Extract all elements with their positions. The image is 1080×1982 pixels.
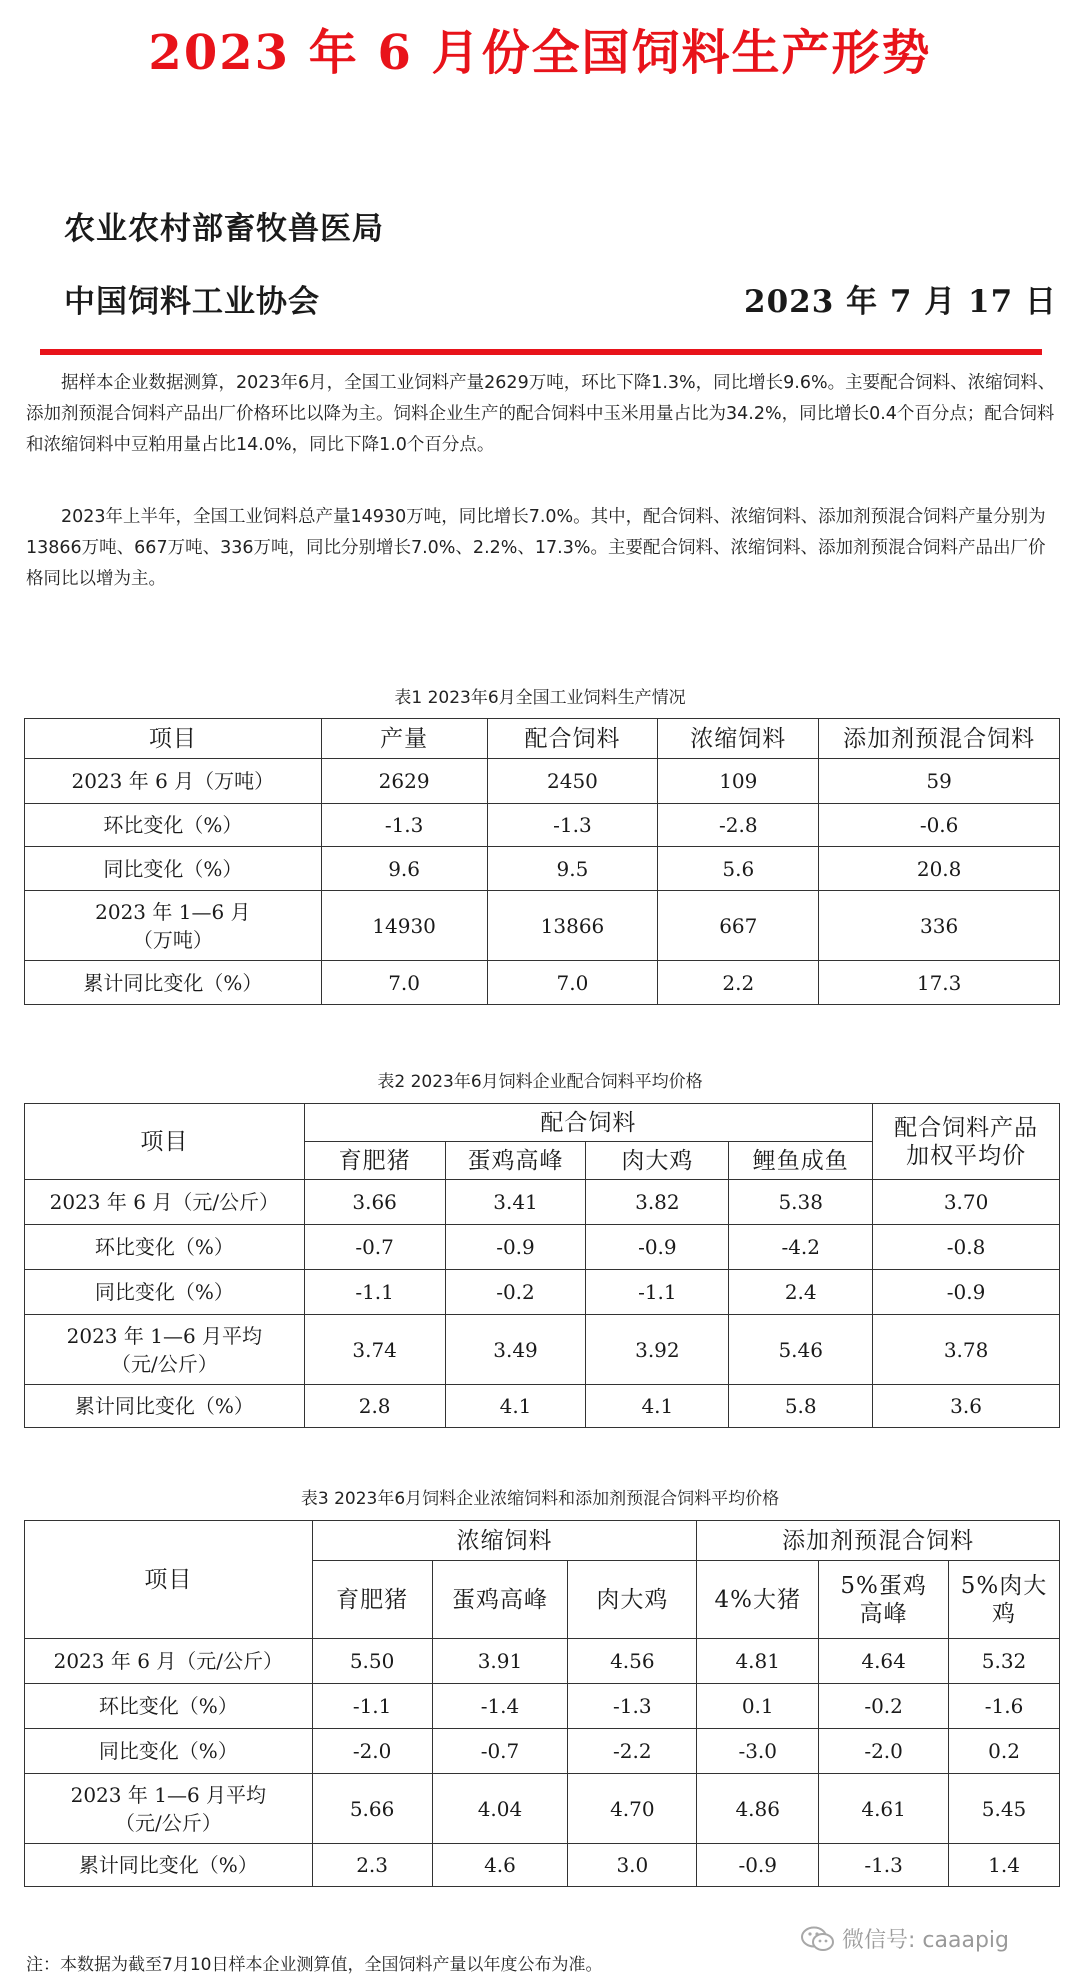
page-title: 2023 年 6 月份全国饲料生产形势 [148, 25, 932, 81]
table-cell: 4.04 [432, 1774, 568, 1844]
table-cell: -0.2 [445, 1270, 586, 1315]
table-header-cell: 配合饲料 [487, 719, 658, 759]
table-cell: 0.2 [949, 1729, 1060, 1774]
table-row [25, 891, 1060, 961]
table-subheader-cell: 蛋鸡高峰 [445, 1142, 586, 1180]
table-subheader-cell: 鲤鱼成鱼 [729, 1142, 873, 1180]
table-header-group: 配合饲料 [304, 1104, 872, 1142]
row-label: 累计同比变化（%） [25, 1385, 305, 1428]
table-cell: 3.91 [432, 1639, 568, 1684]
table-cell: 5.45 [949, 1774, 1060, 1844]
table-header-row [25, 1521, 1060, 1561]
table-cell: -0.6 [819, 804, 1060, 847]
table-subheader-cell: 蛋鸡高峰 [432, 1561, 568, 1639]
row-label: 同比变化（%） [25, 1729, 313, 1774]
table-cell: 2.2 [658, 961, 819, 1005]
table-cell: 3.49 [445, 1315, 586, 1385]
table-cell: -3.0 [697, 1729, 819, 1774]
table-cell: 4.81 [697, 1639, 819, 1684]
table-cell: 667 [658, 891, 819, 961]
table-cell: -1.3 [321, 804, 487, 847]
table-header-cell: 项目 [25, 1104, 305, 1180]
row-label-line2: （元/公斤） [114, 1810, 222, 1835]
table-cell: 4.56 [568, 1639, 697, 1684]
table-cell: -2.0 [819, 1729, 949, 1774]
table-header-cell: 浓缩饲料 [658, 719, 819, 759]
table-cell: 59 [819, 759, 1060, 804]
red-divider [40, 349, 1042, 355]
table-cell: -2.8 [658, 804, 819, 847]
table-cell: 9.6 [321, 847, 487, 891]
table-subheader-cell [949, 1561, 1060, 1639]
table-header-cell [873, 1104, 1060, 1180]
table2 [24, 1103, 1060, 1428]
table-cell: 3.66 [304, 1180, 445, 1225]
table-cell: 5.66 [312, 1774, 432, 1844]
table-row [25, 1844, 1060, 1887]
table-cell: 1.4 [949, 1844, 1060, 1887]
table-row [25, 1270, 1060, 1315]
table-cell: 7.0 [487, 961, 658, 1005]
table-cell: -0.7 [304, 1225, 445, 1270]
table-row [25, 1684, 1060, 1729]
wechat-icon [800, 1925, 836, 1953]
table-cell: -0.2 [819, 1684, 949, 1729]
table-subheader-cell [819, 1561, 949, 1639]
wechat-watermark [800, 1923, 1009, 1954]
row-label: 同比变化（%） [25, 1270, 305, 1315]
header-line1: 5%肉大 [960, 1572, 1048, 1599]
table-subheader-cell: 肉大鸡 [586, 1142, 729, 1180]
table-cell: -2.0 [312, 1729, 432, 1774]
table-cell: 2.3 [312, 1844, 432, 1887]
table-cell: 7.0 [321, 961, 487, 1005]
table-cell: 14930 [321, 891, 487, 961]
table-cell: 4.86 [697, 1774, 819, 1844]
table-cell: 3.6 [873, 1385, 1060, 1428]
table-cell: 3.82 [586, 1180, 729, 1225]
paragraph-1-text: 据样本企业数据测算，2023年6月，全国工业饲料产量2629万吨，环比下降1.3%，同比增长9.6%。主要配合饲料、浓缩饲料、添加剂预混合饲料产品出厂价格环比以降为主。饲料企业生产的配合饲料中玉米用量占比为34.2%，同比增长0.4个百分点；配合饲料和浓缩饲料中豆粕用量占比14.0%，同比下降1.0个百分点。 [26, 373, 1056, 455]
table-cell: -1.6 [949, 1684, 1060, 1729]
table-cell: 2629 [321, 759, 487, 804]
header-line2: 鸡 [992, 1600, 1017, 1627]
row-label: 2023 年 6 月（元/公斤） [25, 1639, 313, 1684]
row-label: 累计同比变化（%） [25, 961, 322, 1005]
table1-caption: 表1 2023年6月全国工业饲料生产情况 [394, 688, 686, 708]
header-line1: 5%蛋鸡 [840, 1572, 927, 1599]
table-row [25, 1639, 1060, 1684]
table-cell: -1.1 [312, 1684, 432, 1729]
table-subheader-cell: 育肥猪 [312, 1561, 432, 1639]
table-row [25, 961, 1060, 1005]
row-label [25, 1315, 305, 1385]
issue-date: 2023 年 7 月 17 日 [744, 284, 1057, 320]
table-cell: 3.70 [873, 1180, 1060, 1225]
table-cell: 5.38 [729, 1180, 873, 1225]
footnote: 注：本数据为截至7月10日样本企业测算值，全国饲料产量以年度公布为准。 [26, 1955, 603, 1975]
table3-caption: 表3 2023年6月饲料企业浓缩饲料和添加剂预混合饲料平均价格 [300, 1489, 780, 1509]
table-row [25, 1180, 1060, 1225]
table-cell: -0.9 [445, 1225, 586, 1270]
table-row [25, 759, 1060, 804]
row-label-line1: 2023 年 1—6 月 [95, 899, 251, 924]
table-cell: -1.4 [432, 1684, 568, 1729]
table-cell: 3.92 [586, 1315, 729, 1385]
row-label: 环比变化（%） [25, 1225, 305, 1270]
table-cell: -1.3 [819, 1844, 949, 1887]
table-cell: 9.5 [487, 847, 658, 891]
table-cell: 109 [658, 759, 819, 804]
table-cell: 3.41 [445, 1180, 586, 1225]
table-header-cell: 项目 [25, 719, 322, 759]
table-cell: 5.6 [658, 847, 819, 891]
issuer-association: 中国饲料工业协会 [64, 284, 320, 320]
table-cell: 3.78 [873, 1315, 1060, 1385]
table-row [25, 847, 1060, 891]
row-label-line1: 2023 年 1—6 月平均 [70, 1782, 267, 1807]
row-label-line2: （元/公斤） [110, 1351, 218, 1376]
table1 [24, 718, 1060, 1005]
table-cell: 336 [819, 891, 1060, 961]
table-cell: -2.2 [568, 1729, 697, 1774]
table-cell: 20.8 [819, 847, 1060, 891]
table-subheader-cell: 肉大鸡 [568, 1561, 697, 1639]
row-label: 环比变化（%） [25, 804, 322, 847]
table-header-cell: 产量 [321, 719, 487, 759]
row-label [25, 1774, 313, 1844]
table-cell: 13866 [487, 891, 658, 961]
table3 [24, 1520, 1060, 1887]
table-row [25, 1225, 1060, 1270]
table-cell: -0.9 [697, 1844, 819, 1887]
table-cell: 4.70 [568, 1774, 697, 1844]
table-header-row [25, 1104, 1060, 1142]
issuer-ministry: 农业农村部畜牧兽医局 [64, 211, 384, 247]
header-line1: 配合饲料产品 [894, 1114, 1039, 1141]
wechat-id: 微信号: caaapig [842, 1928, 1009, 1953]
row-label: 累计同比变化（%） [25, 1844, 313, 1887]
table-cell: 3.74 [304, 1315, 445, 1385]
table-cell: 5.8 [729, 1385, 873, 1428]
table-subheader-cell: 育肥猪 [304, 1142, 445, 1180]
table-cell: -1.3 [568, 1684, 697, 1729]
table-cell: 4.64 [819, 1639, 949, 1684]
table-row [25, 1729, 1060, 1774]
header-line2: 加权平均价 [906, 1142, 1027, 1169]
table-row [25, 804, 1060, 847]
header-line2: 高峰 [859, 1600, 908, 1627]
table-cell: -0.8 [873, 1225, 1060, 1270]
table-cell: 0.1 [697, 1684, 819, 1729]
table-cell: 4.1 [445, 1385, 586, 1428]
row-label: 2023 年 6 月（元/公斤） [25, 1180, 305, 1225]
table-cell: -0.7 [432, 1729, 568, 1774]
table-cell: 4.6 [432, 1844, 568, 1887]
table-row [25, 1774, 1060, 1844]
table-cell: -1.1 [586, 1270, 729, 1315]
row-label-line1: 2023 年 1—6 月平均 [66, 1323, 263, 1348]
table-cell: 5.50 [312, 1639, 432, 1684]
table-cell: 3.0 [568, 1844, 697, 1887]
table-header-cell: 项目 [25, 1521, 313, 1639]
row-label [25, 891, 322, 961]
table-cell: 17.3 [819, 961, 1060, 1005]
table-cell: -4.2 [729, 1225, 873, 1270]
table-cell: -0.9 [873, 1270, 1060, 1315]
paragraph-1 [26, 368, 1062, 461]
table-cell: -0.9 [586, 1225, 729, 1270]
table-header-cell: 添加剂预混合饲料 [819, 719, 1060, 759]
table-cell: 5.32 [949, 1639, 1060, 1684]
table-row [25, 1315, 1060, 1385]
paragraph-2-text: 2023年上半年，全国工业饲料总产量14930万吨，同比增长7.0%。其中，配合饲料、浓缩饲料、添加剂预混合饲料产量分别为13866万吨、667万吨、336万吨，同比分别增长7.0%、2.2%、17.3%。主要配合饲料、浓缩饲料、添加剂预混合饲料产品出厂价格同比以增为主。 [26, 507, 1046, 589]
table-header-group: 添加剂预混合饲料 [697, 1521, 1060, 1561]
table-cell: 2.8 [304, 1385, 445, 1428]
table-cell: 5.46 [729, 1315, 873, 1385]
table-header-row [25, 719, 1060, 759]
table2-caption: 表2 2023年6月饲料企业配合饲料平均价格 [377, 1072, 703, 1092]
table-row [25, 1385, 1060, 1428]
table-header-group: 浓缩饲料 [312, 1521, 697, 1561]
table-cell: -1.3 [487, 804, 658, 847]
row-label-line2: （万吨） [132, 927, 213, 952]
row-label: 同比变化（%） [25, 847, 322, 891]
table-subheader-cell: 4%大猪 [697, 1561, 819, 1639]
table-cell: 4.1 [586, 1385, 729, 1428]
table-cell: 2.4 [729, 1270, 873, 1315]
paragraph-2 [26, 502, 1062, 595]
row-label: 2023 年 6 月（万吨） [25, 759, 322, 804]
row-label: 环比变化（%） [25, 1684, 313, 1729]
table-cell: -1.1 [304, 1270, 445, 1315]
table-cell: 2450 [487, 759, 658, 804]
table-cell: 4.61 [819, 1774, 949, 1844]
